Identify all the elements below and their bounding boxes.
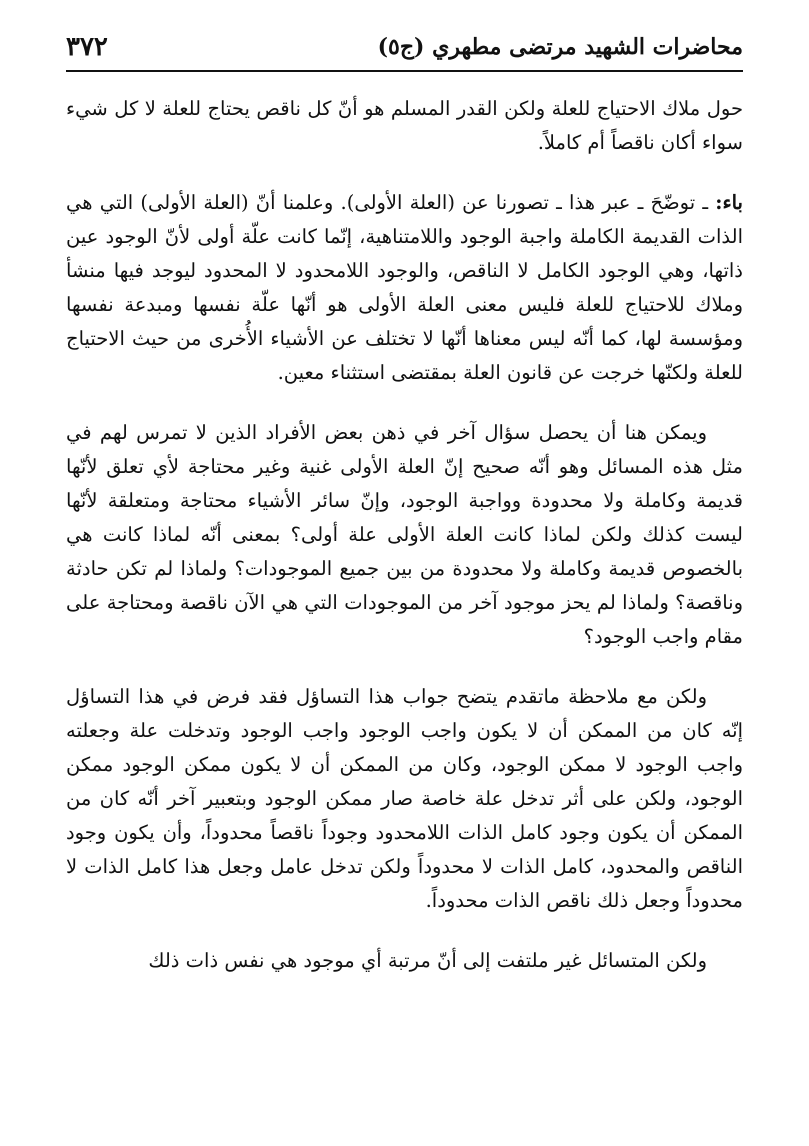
paragraph-2-text: ـ توضّحَ ـ عبر هذا ـ تصورنا عن (العلة الأولى). وعلمنا أنّ (العلة الأولى) التي هي الذات القديمة الكاملة واجبة الوجود واللامتناهية، إنّما كانت علّة أولى لأنّ الوجود عين ذاتها، وهي الوجود الكامل لا الناقص، والوجود اللامحدود لا المحدود ليوجد فيها منشأ وملاك للاحتياج للعلة فليس معنى العلة الأولى هو أنّها علّة نفسها ومبدعة نفسها ومؤسسة لها، كما أنّه ليس معناها أنّها لا تختلف عن الأشياء الأُخرى من حيث الاحتياج للعلة ولكنّها خرجت عن قانون العلة بمقتضى استثناء معين. <box>66 191 743 384</box>
paragraph-3-text: ويمكن هنا أن يحصل سؤال آخر في ذهن بعض الأفراد الذين لا تمرس لهم في مثل هذه المسائل وهو أنّه صحيح إنّ العلة الأولى غنية وغير محتاجة لأي تعلق لأنّها قديمة وكاملة ولا محدودة وواجبة الوجود، وإنّ سائر الأشياء محتاجة ومتعلقة لأنّها ليست كذلك ولكن لماذا كانت العلة الأولى علة أولى؟ بمعنى أنّه لماذا كانت هي بالخصوص قديمة وكاملة ولا محدودة من بين جميع الموجودات؟ ولماذا لم تكن حادثة وناقصة؟ ولماذا لم يحز موجود آخر من الموجودات التي هي الآن ناقصة ومحتاجة على مقام واجب الوجود؟ <box>66 421 743 648</box>
page-header <box>66 26 743 68</box>
page-number: ٣٧٢ <box>66 32 108 62</box>
paragraph-5 <box>66 944 743 978</box>
paragraph-2-lead: باء: <box>715 191 743 214</box>
paragraph-1-text: حول ملاك الاحتياج للعلة ولكن القدر المسلم هو أنّ كل ناقص يحتاج للعلة لا كل شيء سواء أكان ناقصاً أم كاملاً. <box>66 97 743 154</box>
paragraph-5-text: ولكن المتسائل غير ملتفت إلى أنّ مرتبة أي موجود هي نفس ذات ذلك <box>148 949 707 972</box>
paragraph-3 <box>66 416 743 654</box>
header-divider <box>66 70 743 72</box>
body-text <box>66 92 743 978</box>
paragraph-4-text: ولكن مع ملاحظة ماتقدم يتضح جواب هذا التساؤل فقد فرض في هذا التساؤل إنّه كان من الممكن أن لا يكون واجب الوجود واجب الوجود وتدخلت علة وجعلته واجب الوجود لا ممكن الوجود، وكان من الممكن أن لا يكون ممكن الوجود ممكن الوجود، ولكن على أثر تدخل علة خاصة صار ممكن الوجود وبتعبير آخر أنّه كان من الممكن أن يكون وجود كامل الذات اللامحدود وجوداً ناقصاً محدوداً، وأن يكون وجود الناقص والمحدود، كامل الذات لا محدوداً ولكن تدخل عامل وجعل هذا كامل الذات لا محدوداً وجعل ذلك ناقص الذات محدوداً. <box>66 685 743 912</box>
paragraph-4 <box>66 680 743 918</box>
paragraph-2 <box>66 186 743 390</box>
paragraph-1 <box>66 92 743 160</box>
running-title: محاضرات الشهيد مرتضى مطهري (ج٥) <box>377 34 743 60</box>
